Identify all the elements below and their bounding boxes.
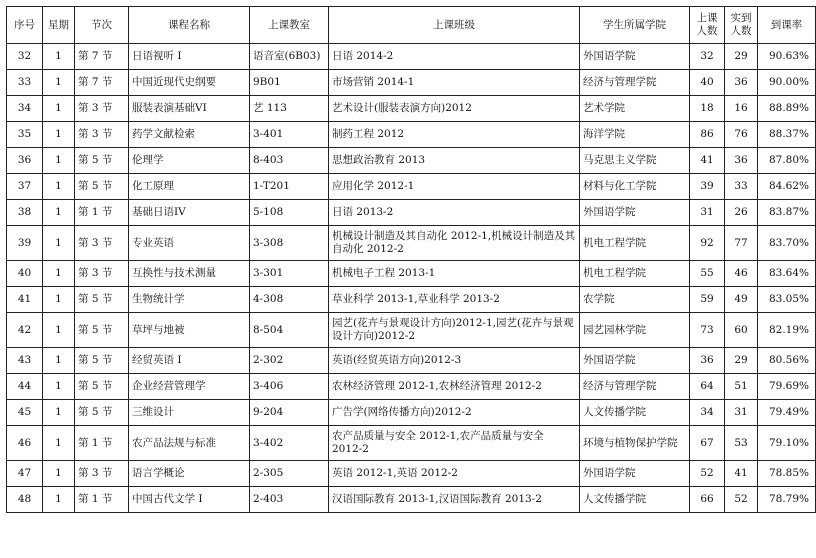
cell-period: 第 5 节 [75,348,129,374]
cell-course: 服装表演基础VI [129,96,250,122]
cell-college: 机电工程学院 [580,226,690,261]
cell-weekday: 1 [43,400,75,426]
cell-room: 9-204 [250,400,329,426]
table-row [7,461,816,487]
cell-classes: 机械电子工程 2013-1 [329,261,580,287]
cell-college: 马克思主义学院 [580,148,690,174]
cell-college: 人文传播学院 [580,487,690,513]
cell-rate: 79.10% [758,426,816,461]
attendance-table [6,6,816,513]
cell-rate: 79.49% [758,400,816,426]
cell-classes: 思想政治教育 2013 [329,148,580,174]
cell-rate: 78.85% [758,461,816,487]
cell-weekday: 1 [43,96,75,122]
cell-college: 环境与植物保护学院 [580,426,690,461]
cell-course: 三维设计 [129,400,250,426]
cell-room: 9B01 [250,70,329,96]
cell-attended: 46 [725,261,758,287]
cell-enrolled: 39 [690,174,725,200]
cell-attended: 53 [725,426,758,461]
cell-index: 39 [7,226,43,261]
cell-course: 药学文献检索 [129,122,250,148]
cell-period: 第 3 节 [75,261,129,287]
cell-room: 3-402 [250,426,329,461]
header-room: 上课教室 [250,7,329,44]
cell-period: 第 5 节 [75,313,129,348]
table-row [7,487,816,513]
cell-attended: 76 [725,122,758,148]
cell-attended: 41 [725,461,758,487]
cell-college: 外国语学院 [580,348,690,374]
cell-room: 8-403 [250,148,329,174]
header-rate: 到课率 [758,7,816,44]
cell-enrolled: 36 [690,348,725,374]
cell-attended: 51 [725,374,758,400]
cell-rate: 84.62% [758,174,816,200]
cell-college: 人文传播学院 [580,400,690,426]
cell-classes: 市场营销 2014-1 [329,70,580,96]
cell-period: 第 7 节 [75,70,129,96]
cell-course: 生物统计学 [129,287,250,313]
cell-attended: 52 [725,487,758,513]
header-classes: 上课班级 [329,7,580,44]
cell-classes: 日语 2014-2 [329,44,580,70]
cell-weekday: 1 [43,148,75,174]
cell-period: 第 7 节 [75,44,129,70]
cell-classes: 应用化学 2012-1 [329,174,580,200]
cell-college: 海洋学院 [580,122,690,148]
cell-classes: 农林经济管理 2012-1,农林经济管理 2012-2 [329,374,580,400]
cell-weekday: 1 [43,313,75,348]
cell-classes: 汉语国际教育 2013-1,汉语国际教育 2013-2 [329,487,580,513]
cell-college: 外国语学院 [580,200,690,226]
cell-college: 机电工程学院 [580,261,690,287]
cell-index: 41 [7,287,43,313]
cell-attended: 16 [725,96,758,122]
cell-room: 8-504 [250,313,329,348]
cell-classes: 英语 2012-1,英语 2012-2 [329,461,580,487]
cell-classes: 农产品质量与安全 2012-1,农产品质量与安全 2012-2 [329,426,580,461]
cell-index: 32 [7,44,43,70]
cell-room: 3-301 [250,261,329,287]
cell-attended: 29 [725,348,758,374]
cell-course: 语言学概论 [129,461,250,487]
cell-classes: 艺术设计(服装表演方向)2012 [329,96,580,122]
cell-enrolled: 67 [690,426,725,461]
cell-room: 1-T201 [250,174,329,200]
table-row [7,400,816,426]
cell-room: 语音室(6B03) [250,44,329,70]
cell-classes: 制药工程 2012 [329,122,580,148]
header-period: 节次 [75,7,129,44]
table-body [7,44,816,513]
cell-course: 中国近现代史纲要 [129,70,250,96]
cell-room: 3-308 [250,226,329,261]
table-row [7,374,816,400]
cell-rate: 80.56% [758,348,816,374]
cell-period: 第 3 节 [75,96,129,122]
cell-weekday: 1 [43,348,75,374]
cell-course: 互换性与技术测量 [129,261,250,287]
cell-weekday: 1 [43,174,75,200]
cell-rate: 88.37% [758,122,816,148]
cell-classes: 机械设计制造及其自动化 2012-1,机械设计制造及其自动化 2012-2 [329,226,580,261]
cell-course: 日语视听 I [129,44,250,70]
cell-index: 47 [7,461,43,487]
cell-weekday: 1 [43,200,75,226]
cell-course: 经贸英语 I [129,348,250,374]
cell-college: 经济与管理学院 [580,374,690,400]
cell-weekday: 1 [43,44,75,70]
cell-enrolled: 55 [690,261,725,287]
cell-index: 44 [7,374,43,400]
cell-index: 48 [7,487,43,513]
header-attended: 实到人数 [725,7,758,44]
table-row [7,200,816,226]
attendance-table-container [6,6,809,513]
cell-index: 40 [7,261,43,287]
cell-enrolled: 41 [690,148,725,174]
table-row [7,348,816,374]
cell-attended: 36 [725,70,758,96]
cell-course: 企业经营管理学 [129,374,250,400]
cell-room: 4-308 [250,287,329,313]
cell-period: 第 1 节 [75,426,129,461]
cell-college: 园艺园林学院 [580,313,690,348]
cell-period: 第 1 节 [75,200,129,226]
header-enrolled: 上课人数 [690,7,725,44]
cell-room: 2-305 [250,461,329,487]
cell-rate: 83.05% [758,287,816,313]
cell-index: 33 [7,70,43,96]
cell-weekday: 1 [43,426,75,461]
table-row [7,44,816,70]
cell-room: 艺 113 [250,96,329,122]
header-college: 学生所属学院 [580,7,690,44]
table-row [7,313,816,348]
cell-enrolled: 40 [690,70,725,96]
cell-enrolled: 31 [690,200,725,226]
cell-attended: 31 [725,400,758,426]
cell-enrolled: 92 [690,226,725,261]
cell-college: 经济与管理学院 [580,70,690,96]
cell-rate: 79.69% [758,374,816,400]
cell-weekday: 1 [43,374,75,400]
cell-index: 38 [7,200,43,226]
cell-college: 农学院 [580,287,690,313]
cell-period: 第 5 节 [75,174,129,200]
table-row [7,96,816,122]
cell-college: 外国语学院 [580,44,690,70]
cell-period: 第 5 节 [75,287,129,313]
cell-enrolled: 86 [690,122,725,148]
cell-period: 第 3 节 [75,461,129,487]
cell-rate: 87.80% [758,148,816,174]
cell-rate: 78.79% [758,487,816,513]
cell-period: 第 3 节 [75,226,129,261]
cell-attended: 60 [725,313,758,348]
cell-index: 45 [7,400,43,426]
cell-rate: 90.63% [758,44,816,70]
cell-classes: 园艺(花卉与景观设计方向)2012-1,园艺(花卉与景观设计方向)2012-2 [329,313,580,348]
cell-index: 43 [7,348,43,374]
cell-rate: 83.70% [758,226,816,261]
cell-rate: 82.19% [758,313,816,348]
cell-rate: 83.64% [758,261,816,287]
table-row [7,287,816,313]
cell-index: 36 [7,148,43,174]
cell-index: 46 [7,426,43,461]
cell-room: 3-401 [250,122,329,148]
cell-attended: 49 [725,287,758,313]
table-row [7,426,816,461]
cell-rate: 90.00% [758,70,816,96]
cell-enrolled: 64 [690,374,725,400]
cell-classes: 草业科学 2013-1,草业科学 2013-2 [329,287,580,313]
cell-course: 农产品法规与标准 [129,426,250,461]
cell-course: 草坪与地被 [129,313,250,348]
cell-course: 化工原理 [129,174,250,200]
cell-classes: 日语 2013-2 [329,200,580,226]
cell-attended: 77 [725,226,758,261]
cell-period: 第 5 节 [75,400,129,426]
table-row [7,261,816,287]
cell-attended: 36 [725,148,758,174]
table-row [7,226,816,261]
table-row [7,122,816,148]
header-course: 课程名称 [129,7,250,44]
cell-room: 2-403 [250,487,329,513]
header-weekday: 星期 [43,7,75,44]
cell-index: 35 [7,122,43,148]
cell-attended: 26 [725,200,758,226]
cell-rate: 83.87% [758,200,816,226]
cell-weekday: 1 [43,261,75,287]
cell-classes: 英语(经贸英语方向)2012-3 [329,348,580,374]
cell-weekday: 1 [43,226,75,261]
table-row [7,70,816,96]
cell-period: 第 3 节 [75,122,129,148]
cell-course: 专业英语 [129,226,250,261]
cell-room: 3-406 [250,374,329,400]
cell-classes: 广告学(网络传播方向)2012-2 [329,400,580,426]
cell-index: 37 [7,174,43,200]
cell-attended: 29 [725,44,758,70]
cell-index: 34 [7,96,43,122]
cell-course: 中国古代文学 I [129,487,250,513]
cell-weekday: 1 [43,461,75,487]
cell-enrolled: 18 [690,96,725,122]
header-idx: 序号 [7,7,43,44]
cell-period: 第 5 节 [75,148,129,174]
cell-attended: 33 [725,174,758,200]
cell-weekday: 1 [43,487,75,513]
cell-course: 基础日语IV [129,200,250,226]
cell-enrolled: 52 [690,461,725,487]
cell-course: 伦理学 [129,148,250,174]
cell-period: 第 1 节 [75,487,129,513]
cell-weekday: 1 [43,287,75,313]
cell-rate: 88.89% [758,96,816,122]
header-row [7,7,816,44]
cell-college: 艺术学院 [580,96,690,122]
cell-index: 42 [7,313,43,348]
table-row [7,174,816,200]
cell-enrolled: 66 [690,487,725,513]
cell-enrolled: 34 [690,400,725,426]
cell-enrolled: 73 [690,313,725,348]
cell-college: 材料与化工学院 [580,174,690,200]
cell-weekday: 1 [43,122,75,148]
cell-room: 2-302 [250,348,329,374]
table-row [7,148,816,174]
cell-college: 外国语学院 [580,461,690,487]
cell-room: 5-108 [250,200,329,226]
cell-period: 第 5 节 [75,374,129,400]
cell-enrolled: 32 [690,44,725,70]
cell-enrolled: 59 [690,287,725,313]
cell-weekday: 1 [43,70,75,96]
